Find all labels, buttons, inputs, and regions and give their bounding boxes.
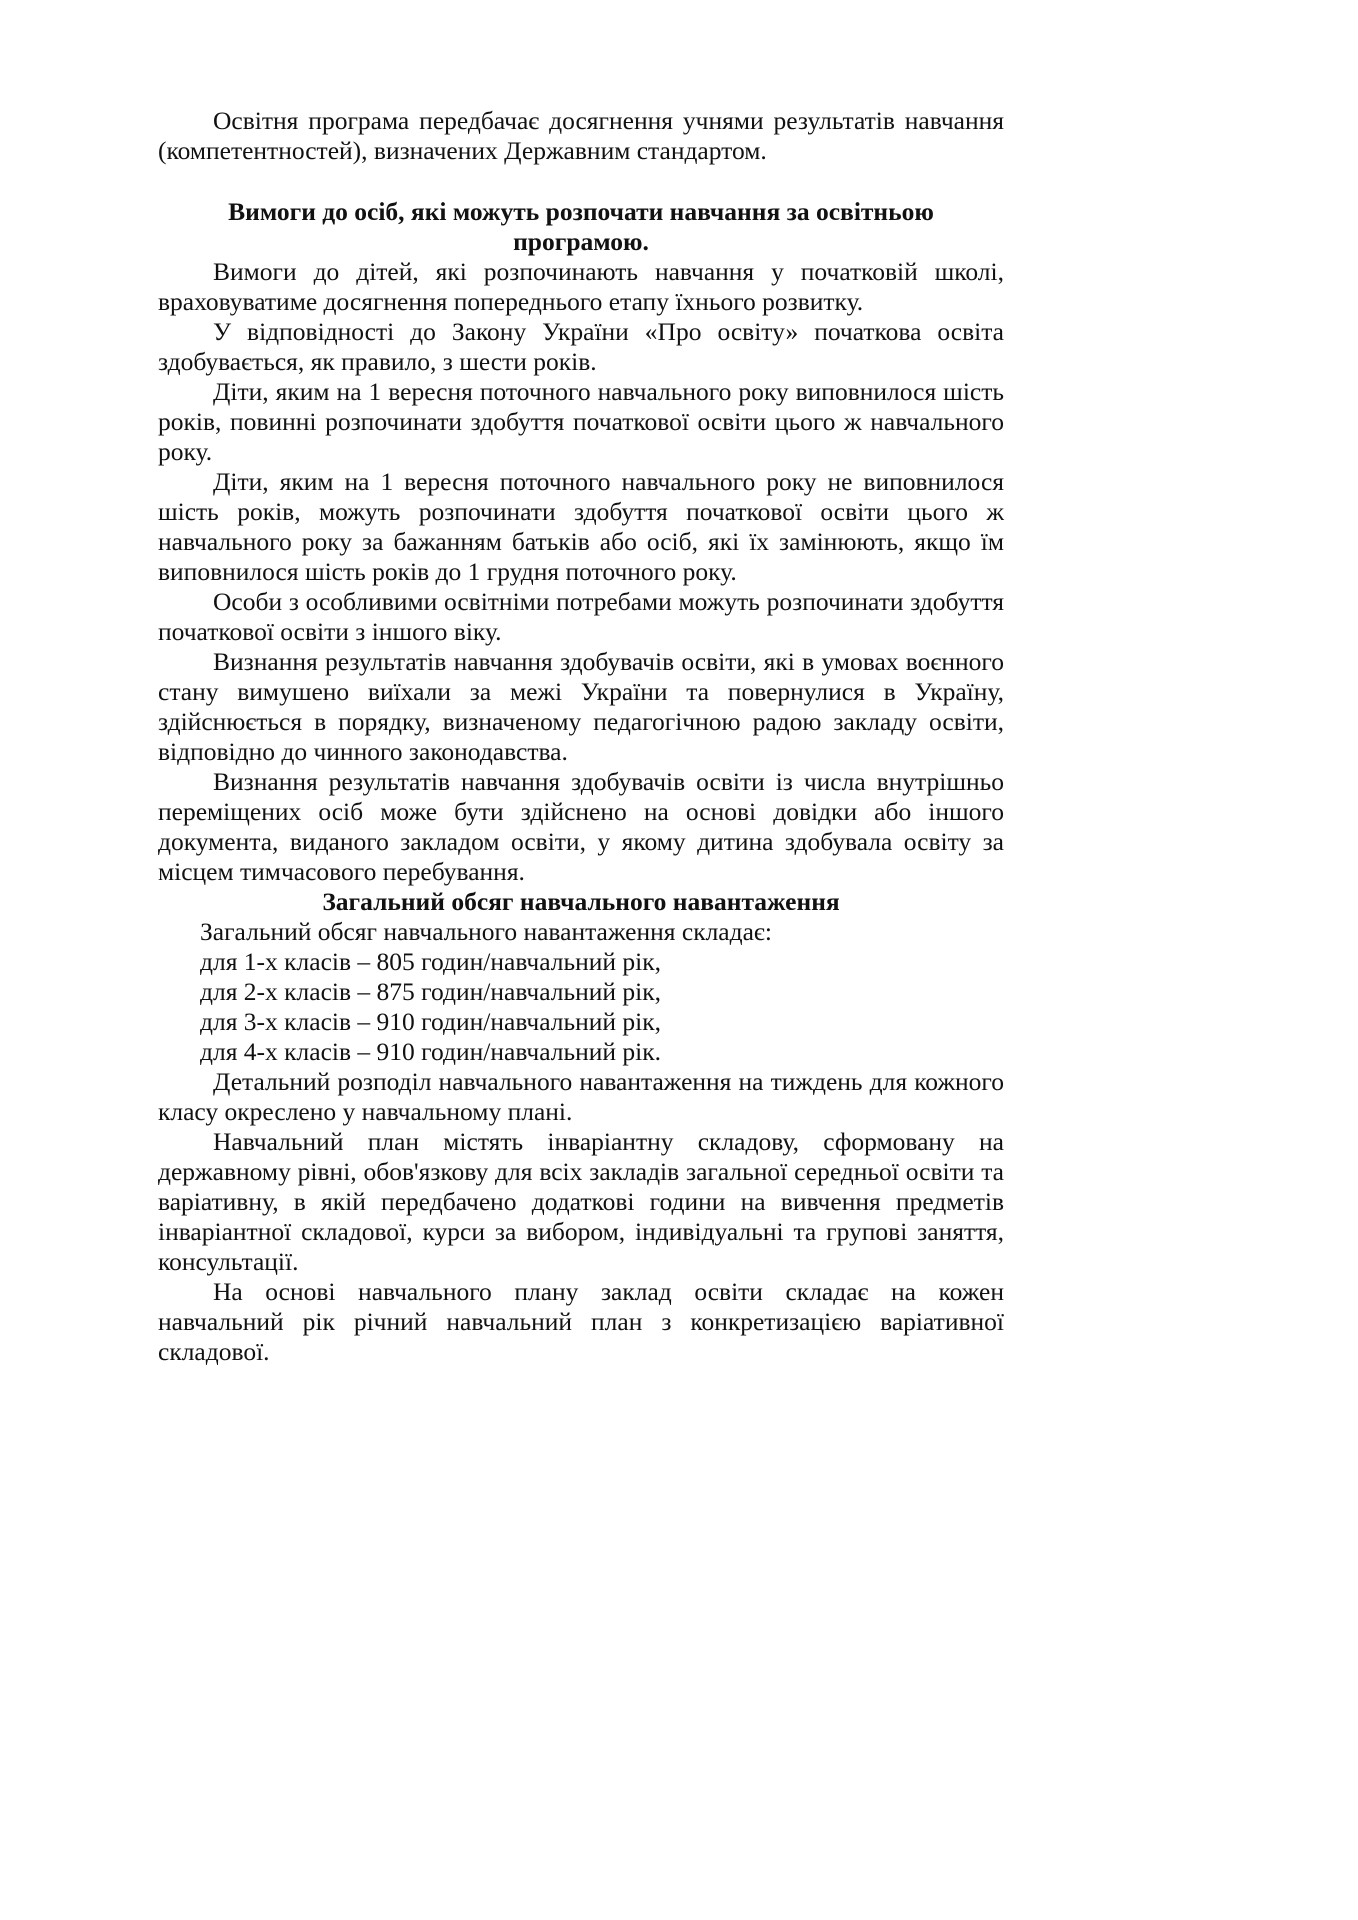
paragraph-requirements-6: Визнання результатів навчання здобувачів освіти, які в умовах воєнного стану вимушено виїхали за межі України та повернулися в Україну, здійснюється в порядку, визначеному педагогічною радою закладу освіти, відповідно до чинного законодавства. xyxy=(158,647,1004,766)
heading-requirements: Вимоги до осіб, які можуть розпочати навчання за освітньою програмою. xyxy=(228,197,934,256)
paragraph-requirements-7: Визнання результатів навчання здобувачів освіти із числа внутрішньо переміщених осіб може бути здійснено на основі довідки або іншого документа, виданого закладом освіти, у якому дитина здобувала освіту за місцем тимчасового перебування. xyxy=(158,767,1004,886)
document-body xyxy=(158,106,1004,1367)
paragraph-intro: Освітня програма передбачає досягнення учнями результатів навчання (компетентностей), визначених Державним стандартом. xyxy=(158,106,1004,165)
paragraph-load-1: Детальний розподіл навчального навантаження на тиждень для кожного класу окреслено у навчальному плані. xyxy=(158,1067,1004,1126)
paragraph-load-2: Навчальний план містять інваріантну складову, сформовану на державному рівні, обов'язкову для всіх закладів загальної середньої освіти та варіативну, в якій передбачено додаткові години на вивчення предметів інваріантної складової, курси за вибором, індивідуальні та групові заняття, консультації. xyxy=(158,1127,1004,1276)
load-item-grade-3: для 3-х класів – 910 годин/навчальний рік, xyxy=(200,1007,662,1036)
heading-load: Загальний обсяг навчального навантаження xyxy=(322,887,840,916)
paragraph-requirements-1: Вимоги до дітей, які розпочинають навчання у початковій школі, враховуватиме досягнення попереднього етапу їхнього розвитку. xyxy=(158,257,1004,316)
paragraph-requirements-4: Діти, яким на 1 вересня поточного навчального року не виповнилося шість років, можуть розпочинати здобуття початкової освіти цього ж навчального року за бажанням батьків або осіб, які їх замінюють, якщо їм виповнилося шість років до 1 грудня поточного року. xyxy=(158,467,1004,586)
load-item-grade-1: для 1-х класів – 805 годин/навчальний рік, xyxy=(200,947,662,976)
paragraph-requirements-5: Особи з особливими освітніми потребами можуть розпочинати здобуття початкової освіти з іншого віку. xyxy=(158,587,1004,646)
load-item-grade-4: для 4-х класів – 910 годин/навчальний рік. xyxy=(200,1037,662,1066)
load-item-grade-2: для 2-х класів – 875 годин/навчальний рік, xyxy=(200,977,662,1006)
paragraph-requirements-3: Діти, яким на 1 вересня поточного навчального року виповнилося шість років, повинні розпочинати здобуття початкової освіти цього ж навчального року. xyxy=(158,377,1004,466)
paragraph-load-3: На основі навчального плану заклад освіти складає на кожен навчальний рік річний навчальний план з конкретизацією варіативної складової. xyxy=(158,1277,1004,1366)
paragraph-requirements-2: У відповідності до Закону України «Про освіту» початкова освіта здобувається, як правило, з шести років. xyxy=(158,317,1004,376)
load-intro: Загальний обсяг навчального навантаження складає: xyxy=(200,917,772,946)
spacer xyxy=(158,166,1004,197)
